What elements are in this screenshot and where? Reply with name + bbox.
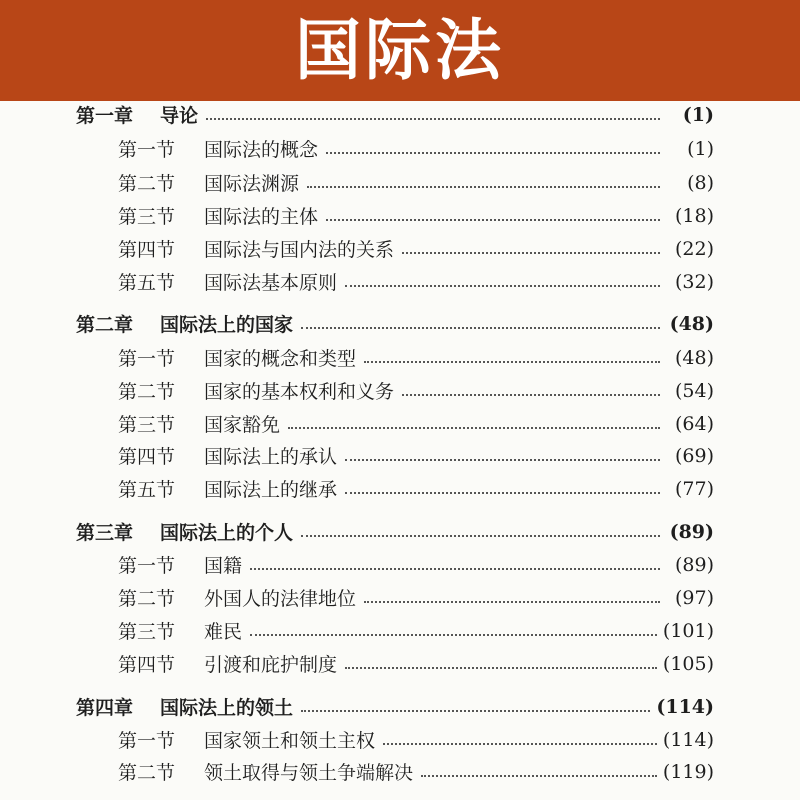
toc-entry-title: 国际法基本原则 [204,272,338,294]
toc-entry-label: 第二节 [118,381,176,403]
toc-entry-title: 国际法上的国家 [160,314,294,336]
toc-entry-title: 国际法上的个人 [160,522,294,544]
toc-page-number: (18) [674,204,714,227]
toc-entry-title: 国际法上的承认 [204,446,338,468]
toc-entry-label: 第三节 [118,414,176,436]
toc-page-number: (1) [682,103,714,126]
toc-chapter-entry [0,690,800,723]
toc-leader-dots [383,741,657,745]
toc-entry-title: 国际法上的领土 [160,697,294,719]
toc-section-entry [0,439,800,472]
toc-entry-label: 第一节 [118,139,176,161]
toc-section-entry [0,755,800,788]
toc-leader-dots [421,773,657,777]
toc-page-number: (48) [669,312,714,335]
title-banner [0,0,800,101]
toc-entry-title: 外国人的法律地位 [204,588,357,610]
toc-entry-title: 国际法的概念 [204,139,319,161]
toc-page-number: (8) [687,171,714,194]
toc-page-number: (22) [674,237,714,260]
toc-leader-dots [301,533,660,537]
toc-page-number: (97) [674,586,714,609]
toc-page-number: (114) [656,695,714,718]
toc-entry-title: 国际法渊源 [204,173,300,195]
table-of-contents [0,101,800,784]
toc-entry-label: 第三章 [76,522,134,544]
toc-section-entry [0,374,800,407]
toc-entry-label: 第四节 [118,239,176,261]
toc-page-number: (54) [674,379,714,402]
toc-entry-label: 第一章 [76,105,134,127]
toc-section-entry [0,199,800,232]
toc-entry-title: 导论 [160,105,199,127]
toc-leader-dots [206,116,660,120]
toc-page-number: (89) [674,553,714,576]
page-title: 国际法 [295,11,505,89]
toc-entry-label: 第一节 [118,555,176,577]
toc-leader-dots [402,250,660,254]
toc-section-entry [0,614,800,647]
toc-section-entry [0,232,800,265]
toc-leader-dots [364,359,660,363]
toc-page-number: (119) [662,760,714,783]
toc-entry-title: 难民 [204,621,243,643]
toc-entry-label: 第三节 [118,206,176,228]
toc-entry-title: 国际法与国内法的关系 [204,239,395,261]
toc-entry-label: 第二节 [118,173,176,195]
toc-section-entry [0,166,800,199]
toc-leader-dots [301,708,650,712]
toc-leader-dots [326,150,660,154]
toc-entry-label: 第四节 [118,654,176,676]
toc-leader-dots [345,457,660,461]
toc-entry-label: 第一节 [118,730,176,752]
toc-entry-title: 领土取得与领土争端解决 [204,762,414,784]
toc-section-entry [0,581,800,614]
toc-entry-label: 第五节 [118,272,176,294]
toc-page-number: (1) [687,137,714,160]
toc-entry-label: 第三节 [118,621,176,643]
toc-page-number: (32) [674,270,714,293]
toc-leader-dots [250,632,657,636]
toc-entry-title: 国际法上的继承 [204,479,338,501]
toc-entry-title: 国家的基本权利和义务 [204,381,395,403]
toc-leader-dots [364,599,660,603]
toc-section-entry [0,723,800,756]
toc-page-number: (101) [662,619,714,642]
toc-page-number: (69) [674,444,714,467]
toc-section-entry [0,341,800,374]
toc-entry-title: 国家豁免 [204,414,281,436]
toc-page-number: (48) [674,346,714,369]
toc-entry-title: 国籍 [204,555,243,577]
toc-leader-dots [250,566,660,570]
toc-page-number: (64) [674,412,714,435]
toc-page-number: (77) [674,477,714,500]
toc-section-entry [0,407,800,440]
toc-section-entry [0,647,800,680]
toc-page-number: (114) [662,728,714,751]
toc-leader-dots [326,217,660,221]
toc-entry-title: 国家的概念和类型 [204,348,357,370]
toc-chapter-entry [0,307,800,340]
toc-entry-label: 第四节 [118,446,176,468]
toc-page-number: (89) [669,520,714,543]
toc-leader-dots [345,490,660,494]
toc-chapter-entry [0,515,800,548]
toc-section-entry [0,472,800,505]
toc-leader-dots [288,425,660,429]
toc-entry-label: 第二节 [118,588,176,610]
toc-leader-dots [345,665,657,669]
toc-section-entry [0,548,800,581]
toc-section-entry [0,265,800,298]
toc-leader-dots [301,325,660,329]
toc-entry-label: 第二节 [118,762,176,784]
toc-entry-title: 国家领土和领土主权 [204,730,376,752]
toc-entry-label: 第四章 [76,697,134,719]
toc-entry-title: 引渡和庇护制度 [204,654,338,676]
toc-page-number: (105) [662,652,714,675]
toc-entry-label: 第一节 [118,348,176,370]
toc-leader-dots [402,392,660,396]
toc-section-entry [0,132,800,165]
toc-entry-label: 第五节 [118,479,176,501]
toc-leader-dots [307,184,660,188]
toc-leader-dots [345,283,660,287]
toc-entry-label: 第二章 [76,314,134,336]
toc-chapter-entry [0,98,800,131]
toc-entry-title: 国际法的主体 [204,206,319,228]
